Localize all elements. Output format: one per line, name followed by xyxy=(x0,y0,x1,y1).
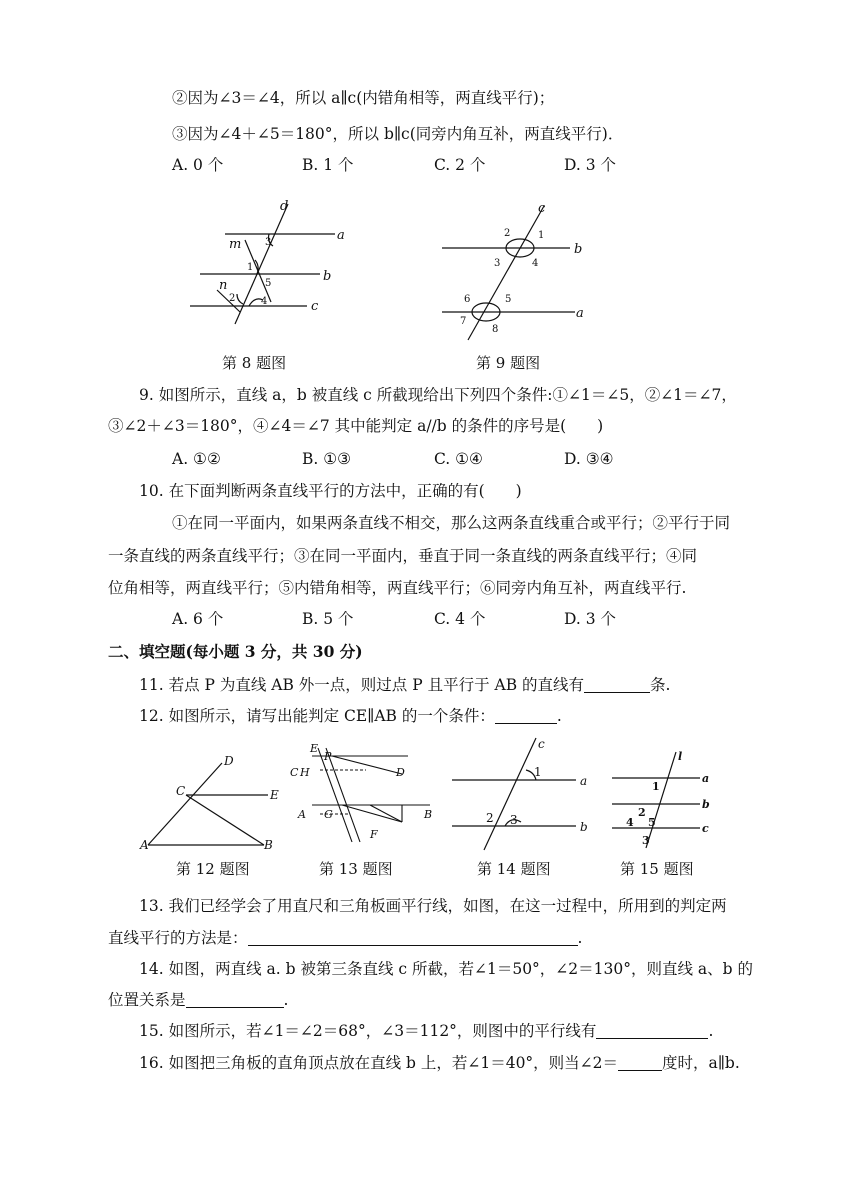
f13-label-A: A xyxy=(298,808,306,821)
f15-angle-5: 5 xyxy=(648,816,656,829)
q11 xyxy=(139,675,670,695)
q16-tail: 度时，a∥b. xyxy=(662,1054,740,1072)
f13-label-B: B xyxy=(424,808,433,821)
f13-label-D: D xyxy=(396,766,405,779)
f8-angle-2: 2 xyxy=(229,293,236,304)
q9-option-c[interactable]: C. ①④ xyxy=(434,450,483,468)
f12-label-D: D xyxy=(224,754,234,768)
f15-angle-1: 1 xyxy=(652,780,660,793)
f8-label-d: d xyxy=(280,199,289,214)
statement-2: ②因为∠3＝∠4，所以 a∥c(内错角相等，两直线平行)； xyxy=(172,89,555,107)
figure-14 xyxy=(450,734,600,854)
q14-text: 位置关系是 xyxy=(108,991,186,1009)
q10-body-line2: 一条直线的两条直线平行；③在同一平面内，垂直于同一条直线的两条直线平行；④同 xyxy=(108,547,698,565)
q10-body-line1: ①在同一平面内，如果两条直线不相交，那么这两条直线重合或平行；②平行于同 xyxy=(172,514,731,532)
q9-stem-line2: ③∠2＋∠3＝180°，④∠4＝∠7 其中能判定 a//b 的条件的序号是( ) xyxy=(108,417,604,435)
caption-figure-9: 第 9 题图 xyxy=(476,354,541,372)
f9-angle-7: 7 xyxy=(460,316,467,327)
f13-label-F: F xyxy=(370,828,378,841)
f9-angle-1: 1 xyxy=(538,230,545,241)
figure-13 xyxy=(290,742,440,852)
q8-option-a[interactable]: A. 0 个 xyxy=(172,156,224,174)
f13-label-P: P xyxy=(324,750,332,763)
figure-8 xyxy=(185,192,365,342)
f9-angle-2: 2 xyxy=(504,228,511,239)
f9-angle-6: 6 xyxy=(464,294,471,305)
q14-blank[interactable] xyxy=(186,991,284,1008)
f8-label-m: m xyxy=(229,237,242,252)
q11-tail: 条. xyxy=(650,676,671,694)
q13-line1: 13. 我们已经学会了用直尺和三角板画平行线，如图，在这一过程中，所用到的判定两 xyxy=(139,897,727,915)
f12-label-B: B xyxy=(264,838,273,852)
f8-label-c: c xyxy=(311,299,319,314)
q14-line2 xyxy=(108,990,288,1010)
figure-9 xyxy=(440,198,600,348)
f12-label-C: C xyxy=(176,784,186,798)
q16 xyxy=(139,1053,740,1073)
q13-blank[interactable] xyxy=(248,929,578,946)
caption-figure-15: 第 15 题图 xyxy=(620,860,694,878)
q15-tail: . xyxy=(708,1022,714,1040)
q9-option-b[interactable]: B. ①③ xyxy=(302,450,352,468)
q14-line1: 14. 如图，两直线 a. b 被第三条直线 c 所截，若∠1＝50°，∠2＝130°，则直线 a、b 的 xyxy=(139,960,754,978)
f14-angle-3: 3 xyxy=(510,813,518,827)
f13-label-H: H xyxy=(300,766,310,779)
f15-label-b: b xyxy=(702,798,710,811)
f8-label-n: n xyxy=(219,278,228,293)
f13-label-E: E xyxy=(310,742,319,755)
f14-label-a: a xyxy=(580,774,588,788)
f9-label-b: b xyxy=(574,242,583,257)
q10-option-b[interactable]: B. 5 个 xyxy=(302,610,354,628)
f14-angle-1: 1 xyxy=(534,765,542,779)
f13-label-G: G xyxy=(324,808,333,821)
f8-angle-1: 1 xyxy=(247,262,254,273)
caption-figure-14: 第 14 题图 xyxy=(477,860,551,878)
f8-angle-3: 3 xyxy=(265,237,272,248)
f8-label-b: b xyxy=(323,269,332,284)
q14-tail: . xyxy=(283,991,289,1009)
section-heading-fill-in: 二、填空题(每小题 3 分，共 30 分) xyxy=(108,642,363,661)
q11-text: 11. 若点 P 为直线 AB 外一点，则过点 P 且平行于 AB 的直线有 xyxy=(139,676,585,694)
f8-angle-4: 4 xyxy=(261,296,268,307)
f9-angle-3: 3 xyxy=(494,258,501,269)
figure-12 xyxy=(138,745,288,855)
f9-angle-8: 8 xyxy=(492,324,499,335)
q9-stem-line1: 9. 如图所示，直线 a，b 被直线 c 所截现给出下列四个条件:①∠1＝∠5，②∠1＝∠7， xyxy=(139,386,737,404)
f9-angle-5: 5 xyxy=(505,294,512,305)
q13-text: 直线平行的方法是： xyxy=(108,929,248,947)
q11-blank[interactable] xyxy=(584,676,650,693)
f12-label-A: A xyxy=(140,838,149,852)
q9-option-a[interactable]: A. ①② xyxy=(172,450,221,468)
f9-label-a: a xyxy=(576,306,584,321)
q13-tail: . xyxy=(577,929,583,947)
q8-option-c[interactable]: C. 2 个 xyxy=(434,156,486,174)
f15-angle-3: 3 xyxy=(642,834,650,847)
statement-3: ③因为∠4＋∠5＝180°，所以 b∥c(同旁内角互补，两直线平行)． xyxy=(172,125,624,143)
q8-option-b[interactable]: B. 1 个 xyxy=(302,156,354,174)
q10-stem: 10. 在下面判断两条直线平行的方法中，正确的有( ) xyxy=(139,482,522,500)
q10-option-d[interactable]: D. 3 个 xyxy=(564,610,617,628)
q8-option-d[interactable]: D. 3 个 xyxy=(564,156,617,174)
f9-label-c: c xyxy=(538,201,546,216)
q9-option-d[interactable]: D. ③④ xyxy=(564,450,614,468)
f14-label-b: b xyxy=(580,820,588,834)
q12-tail: . xyxy=(556,707,562,725)
q10-option-a[interactable]: A. 6 个 xyxy=(172,610,224,628)
q15-text: 15. 如图所示，若∠1＝∠2＝68°，∠3＝112°，则图中的平行线有 xyxy=(139,1022,597,1040)
f15-label-l: l xyxy=(678,750,683,763)
q15 xyxy=(139,1021,713,1041)
f14-angle-2: 2 xyxy=(486,811,494,825)
f9-angle-4: 4 xyxy=(532,258,539,269)
caption-figure-13: 第 13 题图 xyxy=(319,860,393,878)
q12-blank[interactable] xyxy=(495,707,557,724)
f8-label-a: a xyxy=(337,228,345,243)
caption-figure-12: 第 12 题图 xyxy=(176,860,250,878)
f14-label-c: c xyxy=(538,737,545,751)
q12-text: 12. 如图所示，请写出能判定 CE∥AB 的一个条件： xyxy=(139,707,495,725)
f15-angle-4: 4 xyxy=(626,816,634,829)
q16-text: 16. 如图把三角板的直角顶点放在直线 b 上，若∠1＝40°，则当∠2＝ xyxy=(139,1054,619,1072)
q16-blank[interactable] xyxy=(618,1054,662,1071)
f13-label-C: C xyxy=(290,766,299,779)
f15-angle-2: 2 xyxy=(638,806,646,819)
f15-label-a: a xyxy=(702,772,710,785)
q10-option-c[interactable]: C. 4 个 xyxy=(434,610,486,628)
f12-label-E: E xyxy=(270,788,279,802)
figure-15 xyxy=(610,748,720,854)
q13-line2 xyxy=(108,928,582,948)
q10-body-line3: 位角相等，两直线平行；⑤内错角相等，两直线平行；⑥同旁内角互补，两直线平行. xyxy=(108,579,687,597)
q15-blank[interactable] xyxy=(596,1022,708,1039)
q12 xyxy=(139,706,562,726)
caption-figure-8: 第 8 题图 xyxy=(222,354,287,372)
f8-angle-5: 5 xyxy=(265,278,272,289)
f15-label-c: c xyxy=(702,822,709,835)
